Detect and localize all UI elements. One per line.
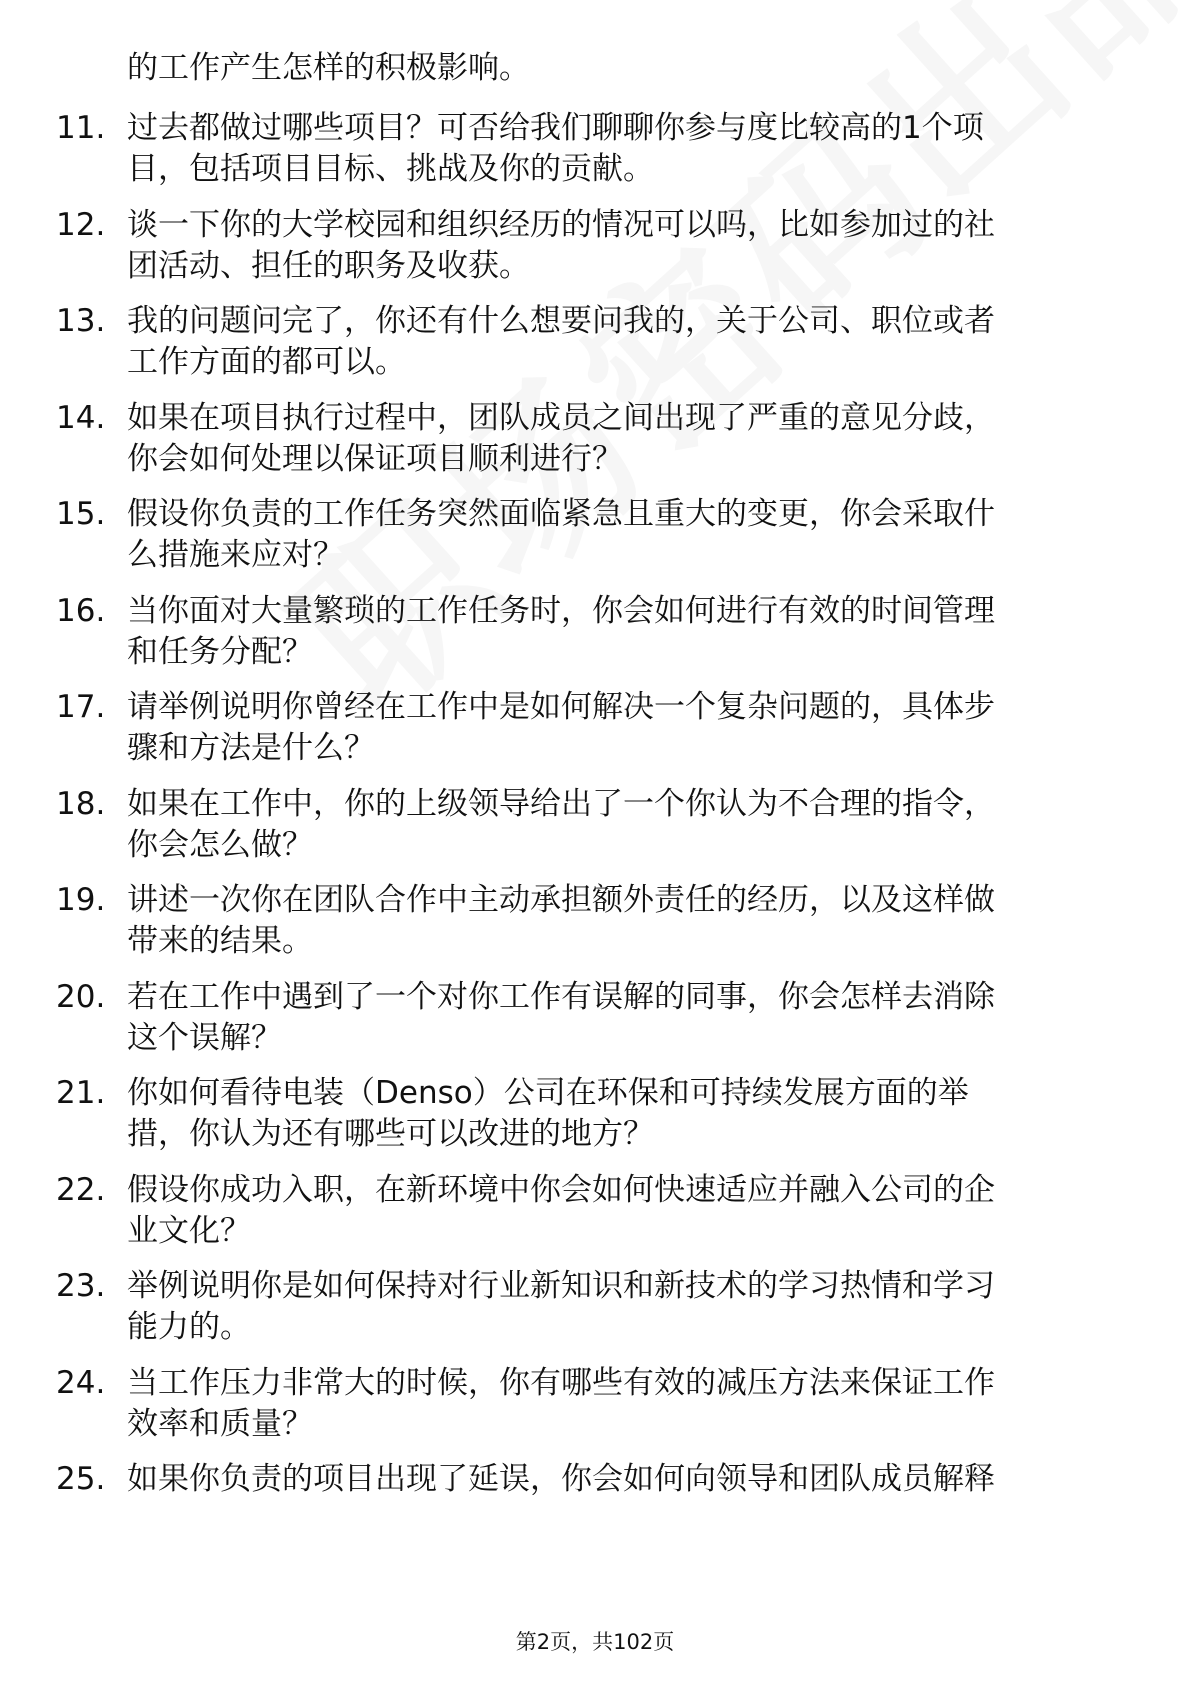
question-number: 23.	[56, 1268, 106, 1304]
question-text-line: 假设你负责的工作任务突然面临紧急且重大的变更，你会采取什	[127, 496, 995, 532]
question-text	[127, 205, 1127, 287]
question-text-line: 谈一下你的大学校园和组织经历的情况可以吗，比如参加过的社	[127, 207, 995, 243]
question-text-line: 业文化？	[127, 1213, 251, 1249]
question-text	[127, 1459, 1127, 1500]
question-text-line: 你会怎么做？	[127, 827, 313, 863]
question-text	[127, 784, 1127, 866]
question-text-line: 么措施来应对？	[127, 537, 344, 573]
question-text-line: 效率和质量？	[127, 1406, 313, 1442]
question-number: 12.	[56, 207, 106, 243]
question-text-line: 和任务分配？	[127, 634, 313, 670]
question-text-line: 若在工作中遇到了一个对你工作有误解的同事，你会怎样去消除	[127, 979, 995, 1015]
continued-text: 的工作产生怎样的积极影响。	[127, 50, 530, 86]
question-text	[127, 1170, 1127, 1252]
question-text-line: 讲述一次你在团队合作中主动承担额外责任的经历，以及这样做	[127, 882, 995, 918]
question-text-line: 如果在工作中，你的上级领导给出了一个你认为不合理的指令，	[127, 786, 995, 822]
question-text-line: 举例说明你是如何保持对行业新知识和新技术的学习热情和学习	[127, 1268, 995, 1304]
question-text-line: 工作方面的都可以。	[127, 344, 406, 380]
question-text-line: 你如何看待电装（Denso）公司在环保和可持续发展方面的举	[127, 1075, 969, 1111]
question-text-line: 如果在项目执行过程中，团队成员之间出现了严重的意见分歧，	[127, 400, 995, 436]
question-number: 24.	[56, 1365, 106, 1401]
question-number: 11.	[56, 110, 106, 146]
question-text	[127, 977, 1127, 1059]
question-number: 22.	[56, 1172, 106, 1208]
question-number: 13.	[56, 303, 106, 339]
question-text-line: 能力的。	[127, 1309, 251, 1345]
question-number: 17.	[56, 689, 106, 725]
question-text-line: 目，包括项目目标、挑战及你的贡献。	[127, 151, 654, 187]
question-number: 21.	[56, 1075, 106, 1111]
question-number: 14.	[56, 400, 106, 436]
question-text	[127, 301, 1127, 383]
question-number: 25.	[56, 1461, 106, 1497]
question-text	[127, 591, 1127, 673]
question-number: 16.	[56, 593, 106, 629]
question-text	[127, 687, 1127, 769]
question-number: 15.	[56, 496, 106, 532]
question-text	[127, 108, 1127, 190]
question-text	[127, 1363, 1127, 1445]
page-footer: 第2页，共102页	[515, 1630, 675, 1654]
question-text-line: 假设你成功入职，在新环境中你会如何快速适应并融入公司的企	[127, 1172, 995, 1208]
question-text-line: 措，你认为还有哪些可以改进的地方？	[127, 1116, 654, 1152]
question-text-line: 团活动、担任的职务及收获。	[127, 248, 530, 284]
question-text	[127, 494, 1127, 576]
question-text-line: 请举例说明你曾经在工作中是如何解决一个复杂问题的，具体步	[127, 689, 995, 725]
question-text	[127, 1266, 1127, 1348]
question-text-line: 当你面对大量繁琐的工作任务时，你会如何进行有效的时间管理	[127, 593, 995, 629]
question-number: 18.	[56, 786, 106, 822]
question-text-line: 当工作压力非常大的时候，你有哪些有效的减压方法来保证工作	[127, 1365, 995, 1401]
question-text	[127, 880, 1127, 962]
question-text-line: 骤和方法是什么？	[127, 730, 375, 766]
question-number: 19.	[56, 882, 106, 918]
question-text-line: 如果你负责的项目出现了延误，你会如何向领导和团队成员解释	[127, 1461, 995, 1497]
question-text-line: 带来的结果。	[127, 923, 313, 959]
question-text-line: 这个误解？	[127, 1020, 282, 1056]
question-number: 20.	[56, 979, 106, 1015]
question-text-line: 你会如何处理以保证项目顺利进行？	[127, 441, 623, 477]
question-text	[127, 398, 1127, 480]
question-text	[127, 1073, 1127, 1155]
question-text-line: 过去都做过哪些项目？可否给我们聊聊你参与度比较高的1个项	[127, 110, 984, 146]
question-text-line: 我的问题问完了，你还有什么想要问我的，关于公司、职位或者	[127, 303, 995, 339]
